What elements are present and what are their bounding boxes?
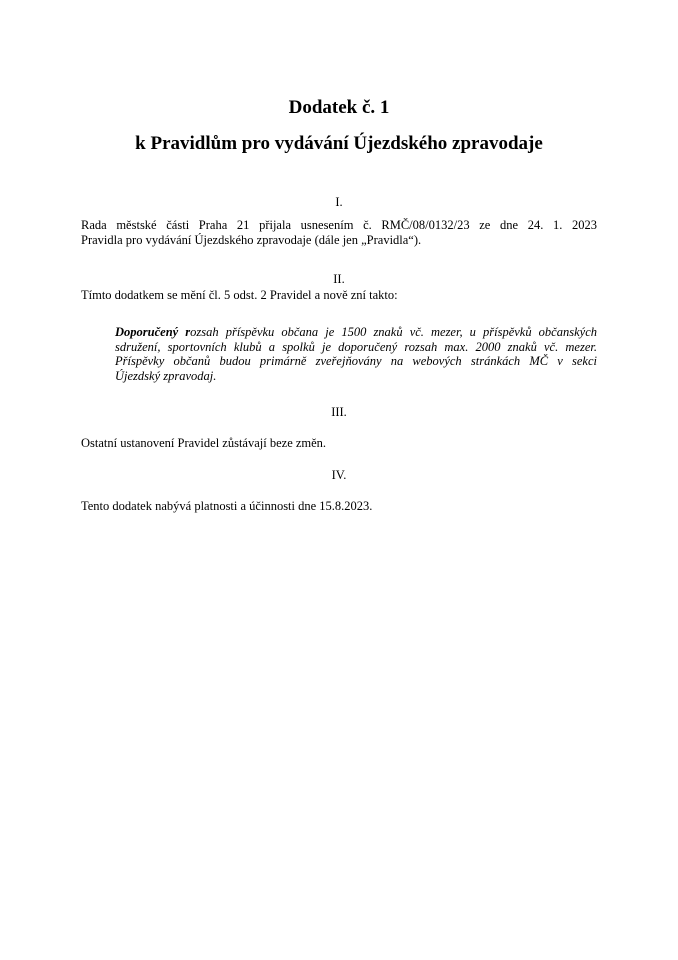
quote-line-2: sdružení, sportovních klubů a spolků je doporučený rozsah max. 2000 znaků vč. mezer.: [115, 339, 597, 354]
paragraph-1-line-2: Pravidla pro vydávání Újezdského zpravodaje (dále jen „Pravidla“).: [81, 232, 422, 247]
quote-line-4: Újezdský zpravodaj.: [115, 368, 217, 383]
paragraph-2-text: Tímto dodatkem se mění čl. 5 odst. 2 Pravidel a nově zní takto:: [81, 288, 398, 302]
paragraph-2: [81, 288, 597, 303]
document-title: Dodatek č. 1: [288, 97, 390, 118]
section-heading-3: III.: [331, 405, 347, 419]
quote-line-1-rest: ozsah příspěvku občana je 1500 znaků vč. mezer, u příspěvků občanských: [190, 325, 597, 339]
amended-text-quote: [115, 325, 597, 383]
quote-bold-prefix: Doporučený r: [115, 325, 191, 339]
paragraph-1-line-1: Rada městské části Praha 21 přijala usnesením č. RMČ/08/0132/23 ze dne 24. 1. 2023: [81, 218, 597, 232]
paragraph-5: [81, 499, 597, 514]
section-heading-4: IV.: [331, 468, 347, 482]
section-heading-1: I.: [335, 195, 343, 209]
section-heading-2: II.: [333, 272, 345, 286]
paragraph-1: [81, 218, 597, 247]
document-subtitle: k Pravidlům pro vydávání Újezdského zpravodaje: [135, 133, 543, 154]
paragraph-4-text: Ostatní ustanovení Pravidel zůstávají beze změn.: [81, 436, 327, 450]
paragraph-5-text: Tento dodatek nabývá platnosti a účinnosti dne 15.8.2023.: [81, 499, 373, 513]
paragraph-4: [81, 436, 597, 451]
quote-line-1: [115, 325, 597, 340]
quote-line-3: Příspěvky občanů budou primárně zveřejňovány na webových stránkách MČ v sekci: [115, 354, 597, 368]
